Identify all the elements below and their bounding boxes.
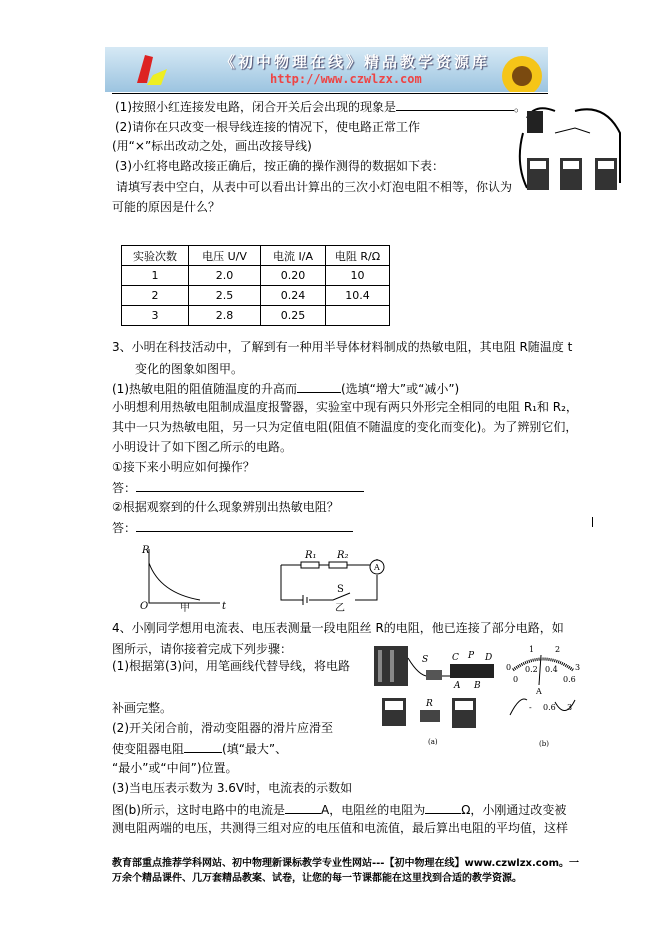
figure-label: (b) <box>539 740 549 748</box>
q3-line5: 其中一只为热敏电阻，另一只为定值电阻(阻值不随温度的变化而变化)。为了辨别它们， <box>112 420 578 434</box>
answer-blank[interactable] <box>285 801 321 814</box>
terminal-label: 3 <box>567 703 573 712</box>
scale-label: 1 <box>529 645 535 654</box>
q3-line7: ①接下来小明应如何操作？ <box>112 460 255 474</box>
figure-label: 甲 <box>180 603 190 613</box>
circuit-yi <box>275 545 390 615</box>
banner-url: http://www.czwlzx.com <box>270 72 422 86</box>
table-cell-empty[interactable] <box>326 306 390 326</box>
answer-blank[interactable] <box>136 479 364 492</box>
column-header: 电阻 R/Ω <box>326 246 390 266</box>
column-header: 实验次数 <box>122 246 189 266</box>
axis-label-t: t <box>222 601 227 612</box>
ammeter-label: A <box>374 563 380 572</box>
column-header: 电流 I/A <box>261 246 326 266</box>
answer-blank[interactable] <box>425 801 461 814</box>
q2-part2-note: (用“×”标出改动之处，画出改接导线) <box>112 139 312 153</box>
column-header: 电压 U/V <box>189 246 261 266</box>
scale-label: 0 <box>513 675 519 684</box>
q4-line10: 测电阻两端的电压，共测得三组对应的电压值和电流值，最后算出电阻的平均值，这样 <box>112 821 569 835</box>
graph-jia <box>140 543 230 613</box>
q4-line9: 图(b)所示，这时电路中的电流是 A，电阻丝的电阻为 Ω，小刚通过改变被 <box>112 803 567 817</box>
table-cell: 3 <box>122 306 189 326</box>
scale-label: 3 <box>575 663 580 672</box>
q2-part3: (3)小红将电路改接正确后，按正确的操作测得的数据如下表： <box>115 159 445 173</box>
q4-line2: 图所示，请你接着完成下列步骤： <box>112 642 293 656</box>
resistance-curve <box>149 563 200 600</box>
label-b: B <box>474 681 481 691</box>
table-cell: 0.24 <box>261 286 326 306</box>
q4-line8: (3)当电压表示数为 3.6V时，电流表的示数如 <box>112 781 353 795</box>
switch-label: S <box>337 584 344 595</box>
q3-line3: (1)热敏电阻的阻值随温度的升高而 (选填“增大”或“减小”) <box>112 382 460 396</box>
scale-label: 0 <box>506 663 512 672</box>
table-header-row <box>122 246 390 266</box>
answer-blank[interactable] <box>136 519 353 532</box>
margin-mark <box>592 517 593 527</box>
q2-part1: (1)按照小红连接发电路，闭合开关后会出现的现象是 。 <box>115 100 527 114</box>
unit-label: A <box>536 687 542 696</box>
apparatus-figure-a <box>370 638 500 748</box>
footer-line1: 教育部重点推荐学科网站、初中物理新课标教学专业性网站---【初中物理在线】www.czwlzx.com。一 <box>112 858 580 869</box>
q2-part2: (2)请你在只改变一根导线连接的情况下，使电路正常工作 <box>115 120 421 134</box>
circuit-photo <box>515 103 625 198</box>
table-cell: 10 <box>326 266 390 286</box>
table-cell: 2.0 <box>189 266 261 286</box>
answer-blank[interactable] <box>184 740 222 753</box>
q2-part4: 请填写表中空白，从表中可以看出计算出的三次小灯泡电阻不相等，你认为 <box>116 180 513 194</box>
q4-line4: 补画完整。 <box>112 701 173 715</box>
label-c: C <box>452 653 459 663</box>
table-cell: 2.5 <box>189 286 261 306</box>
table-row <box>122 306 390 326</box>
q3-line4: 小明想利用热敏电阻制成温度报警器，实验室中现有两只外形完全相同的电阻 R₁和 R₂， <box>112 400 578 414</box>
q4-line6: 使变阻器电阻 (填“最大”、 <box>112 742 288 756</box>
table-cell: 2 <box>122 286 189 306</box>
q3-answer1: 答： <box>112 479 364 496</box>
answer-blank[interactable] <box>297 380 341 393</box>
terminal-label: 0.6 <box>543 703 556 712</box>
table-cell: 0.20 <box>261 266 326 286</box>
axis-label-r: R <box>142 545 150 556</box>
q4-line5: (2)开关闭合前，滑动变阻器的滑片应滑至 <box>112 721 333 735</box>
table-cell: 0.25 <box>261 306 326 326</box>
terminal-label: - <box>529 703 532 712</box>
scale-label: 0.4 <box>545 665 558 674</box>
table-row <box>122 286 390 306</box>
q4-line7: “最小”或“中间”)位置。 <box>112 761 238 775</box>
table-cell: 10.4 <box>326 286 390 306</box>
answer-blank[interactable] <box>396 98 514 111</box>
q4-line3: (1)根据第(3)问，用笔画线代替导线，将电路 <box>112 659 350 673</box>
header-rule <box>112 93 548 94</box>
logo-icon <box>133 53 173 89</box>
label-r: R <box>426 699 433 709</box>
scale-label: 0.6 <box>563 675 576 684</box>
figure-label: (a) <box>428 738 438 746</box>
q3-line2: 变化的图象如图甲。 <box>135 362 244 376</box>
scale-label: 2 <box>555 645 561 654</box>
figure-label: 乙 <box>335 603 345 614</box>
q2-part5: 可能的原因是什么？ <box>112 200 221 214</box>
origin-label: O <box>140 601 149 612</box>
sunflower-icon <box>490 52 548 92</box>
r1-label: R₁ <box>305 550 317 561</box>
ammeter-dial-b <box>505 640 580 750</box>
q3-line1: 3、小明在科技活动中，了解到有一种用半导体材料制成的热敏电阻，其电阻 R随温度 t <box>112 340 573 354</box>
r2-label: R₂ <box>337 550 349 561</box>
q3-line8: ②根据观察到的什么现象辨别出热敏电阻？ <box>112 500 339 514</box>
label-a: A <box>454 681 461 691</box>
site-banner <box>105 47 548 92</box>
banner-title: 《初中物理在线》精品教学资源库 <box>220 53 491 71</box>
label-d: D <box>485 653 493 663</box>
data-table <box>121 245 390 326</box>
q3-line6: 小明设计了如下图乙所示的电路。 <box>112 440 293 454</box>
q4-line1: 4、小刚同学想用电流表、电压表测量一段电阻丝 R的电阻，他已连接了部分电路，如 <box>112 621 564 635</box>
table-row <box>122 266 390 286</box>
footer-line2: 万余个精品课件、几万套精品教案、试卷，让您的每一节课都能在这里找到合适的教学资源。 <box>112 873 522 884</box>
scale-label: 0.2 <box>525 665 538 674</box>
q3-answer2: 答： <box>112 519 353 536</box>
label-p: P <box>468 651 475 661</box>
table-cell: 1 <box>122 266 189 286</box>
table-cell: 2.8 <box>189 306 261 326</box>
label-s: S <box>422 655 429 665</box>
